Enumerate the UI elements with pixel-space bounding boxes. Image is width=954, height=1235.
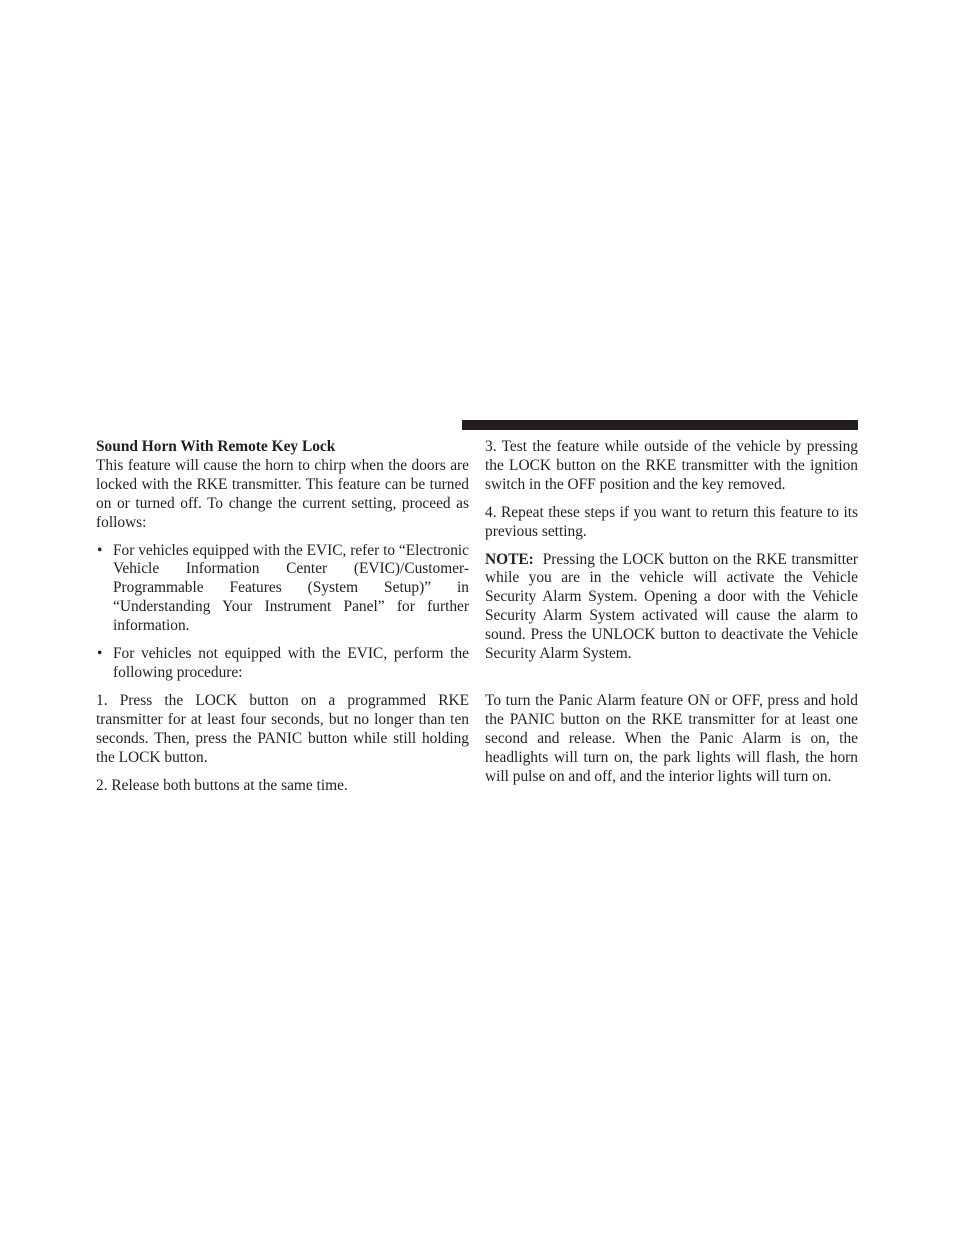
note-label: NOTE: [485, 550, 534, 568]
step-2: 2. Release both buttons at the same time. [96, 776, 348, 794]
bullet-item-no-evic: • For vehicles not equipped with the EVIC, perform the following procedure: [96, 645, 469, 683]
right-column [485, 438, 858, 787]
bullet-list [96, 542, 469, 683]
bullet-item-evic: • For vehicles equipped with the EVIC, refer to “Electronic Vehicle Information Center (EVIC)/Customer-Programmable Features (System Setup)” in “Understanding Your Instrument Panel” for further information. [96, 542, 469, 637]
step-1: 1. Press the LOCK button on a programmed RKE transmitter for at least four seconds, but no longer than ten seconds. Then, press the PANIC button while still holding the LOCK button. [96, 691, 469, 766]
note-paragraph [485, 551, 858, 664]
note-text: Pressing the LOCK button on the RKE transmitter while you are in the vehicle will activate the Vehicle Security Alarm System. Opening a door with the Vehicle Security Alarm System activated will cause the alarm to sound. Press the UNLOCK button to deactivate the Vehicle Security Alarm System. [485, 550, 858, 663]
intro-paragraph: This feature will cause the horn to chirp when the doors are locked with the RKE transmitter. This feature can be turned on or turned off. To change the current setting, proceed as follows: [96, 456, 469, 531]
section-heading: Sound Horn With Remote Key Lock [96, 438, 336, 455]
step-3: 3. Test the feature while outside of the vehicle by pressing the LOCK button on the RKE transmitter with the ignition switch in the OFF position and the key removed. [485, 438, 858, 493]
panic-alarm-paragraph: To turn the Panic Alarm feature ON or OFF, press and hold the PANIC button on the RKE transmitter for at least one second and release. When the Panic Alarm is on, the headlights will turn on, the park lights will flash, the horn will pulse on and off, and the interior lights will turn on. [485, 691, 858, 785]
left-column [96, 438, 469, 795]
section-divider-bar [462, 420, 858, 430]
step-4: 4. Repeat these steps if you want to return this feature to its previous setting. [485, 503, 858, 540]
